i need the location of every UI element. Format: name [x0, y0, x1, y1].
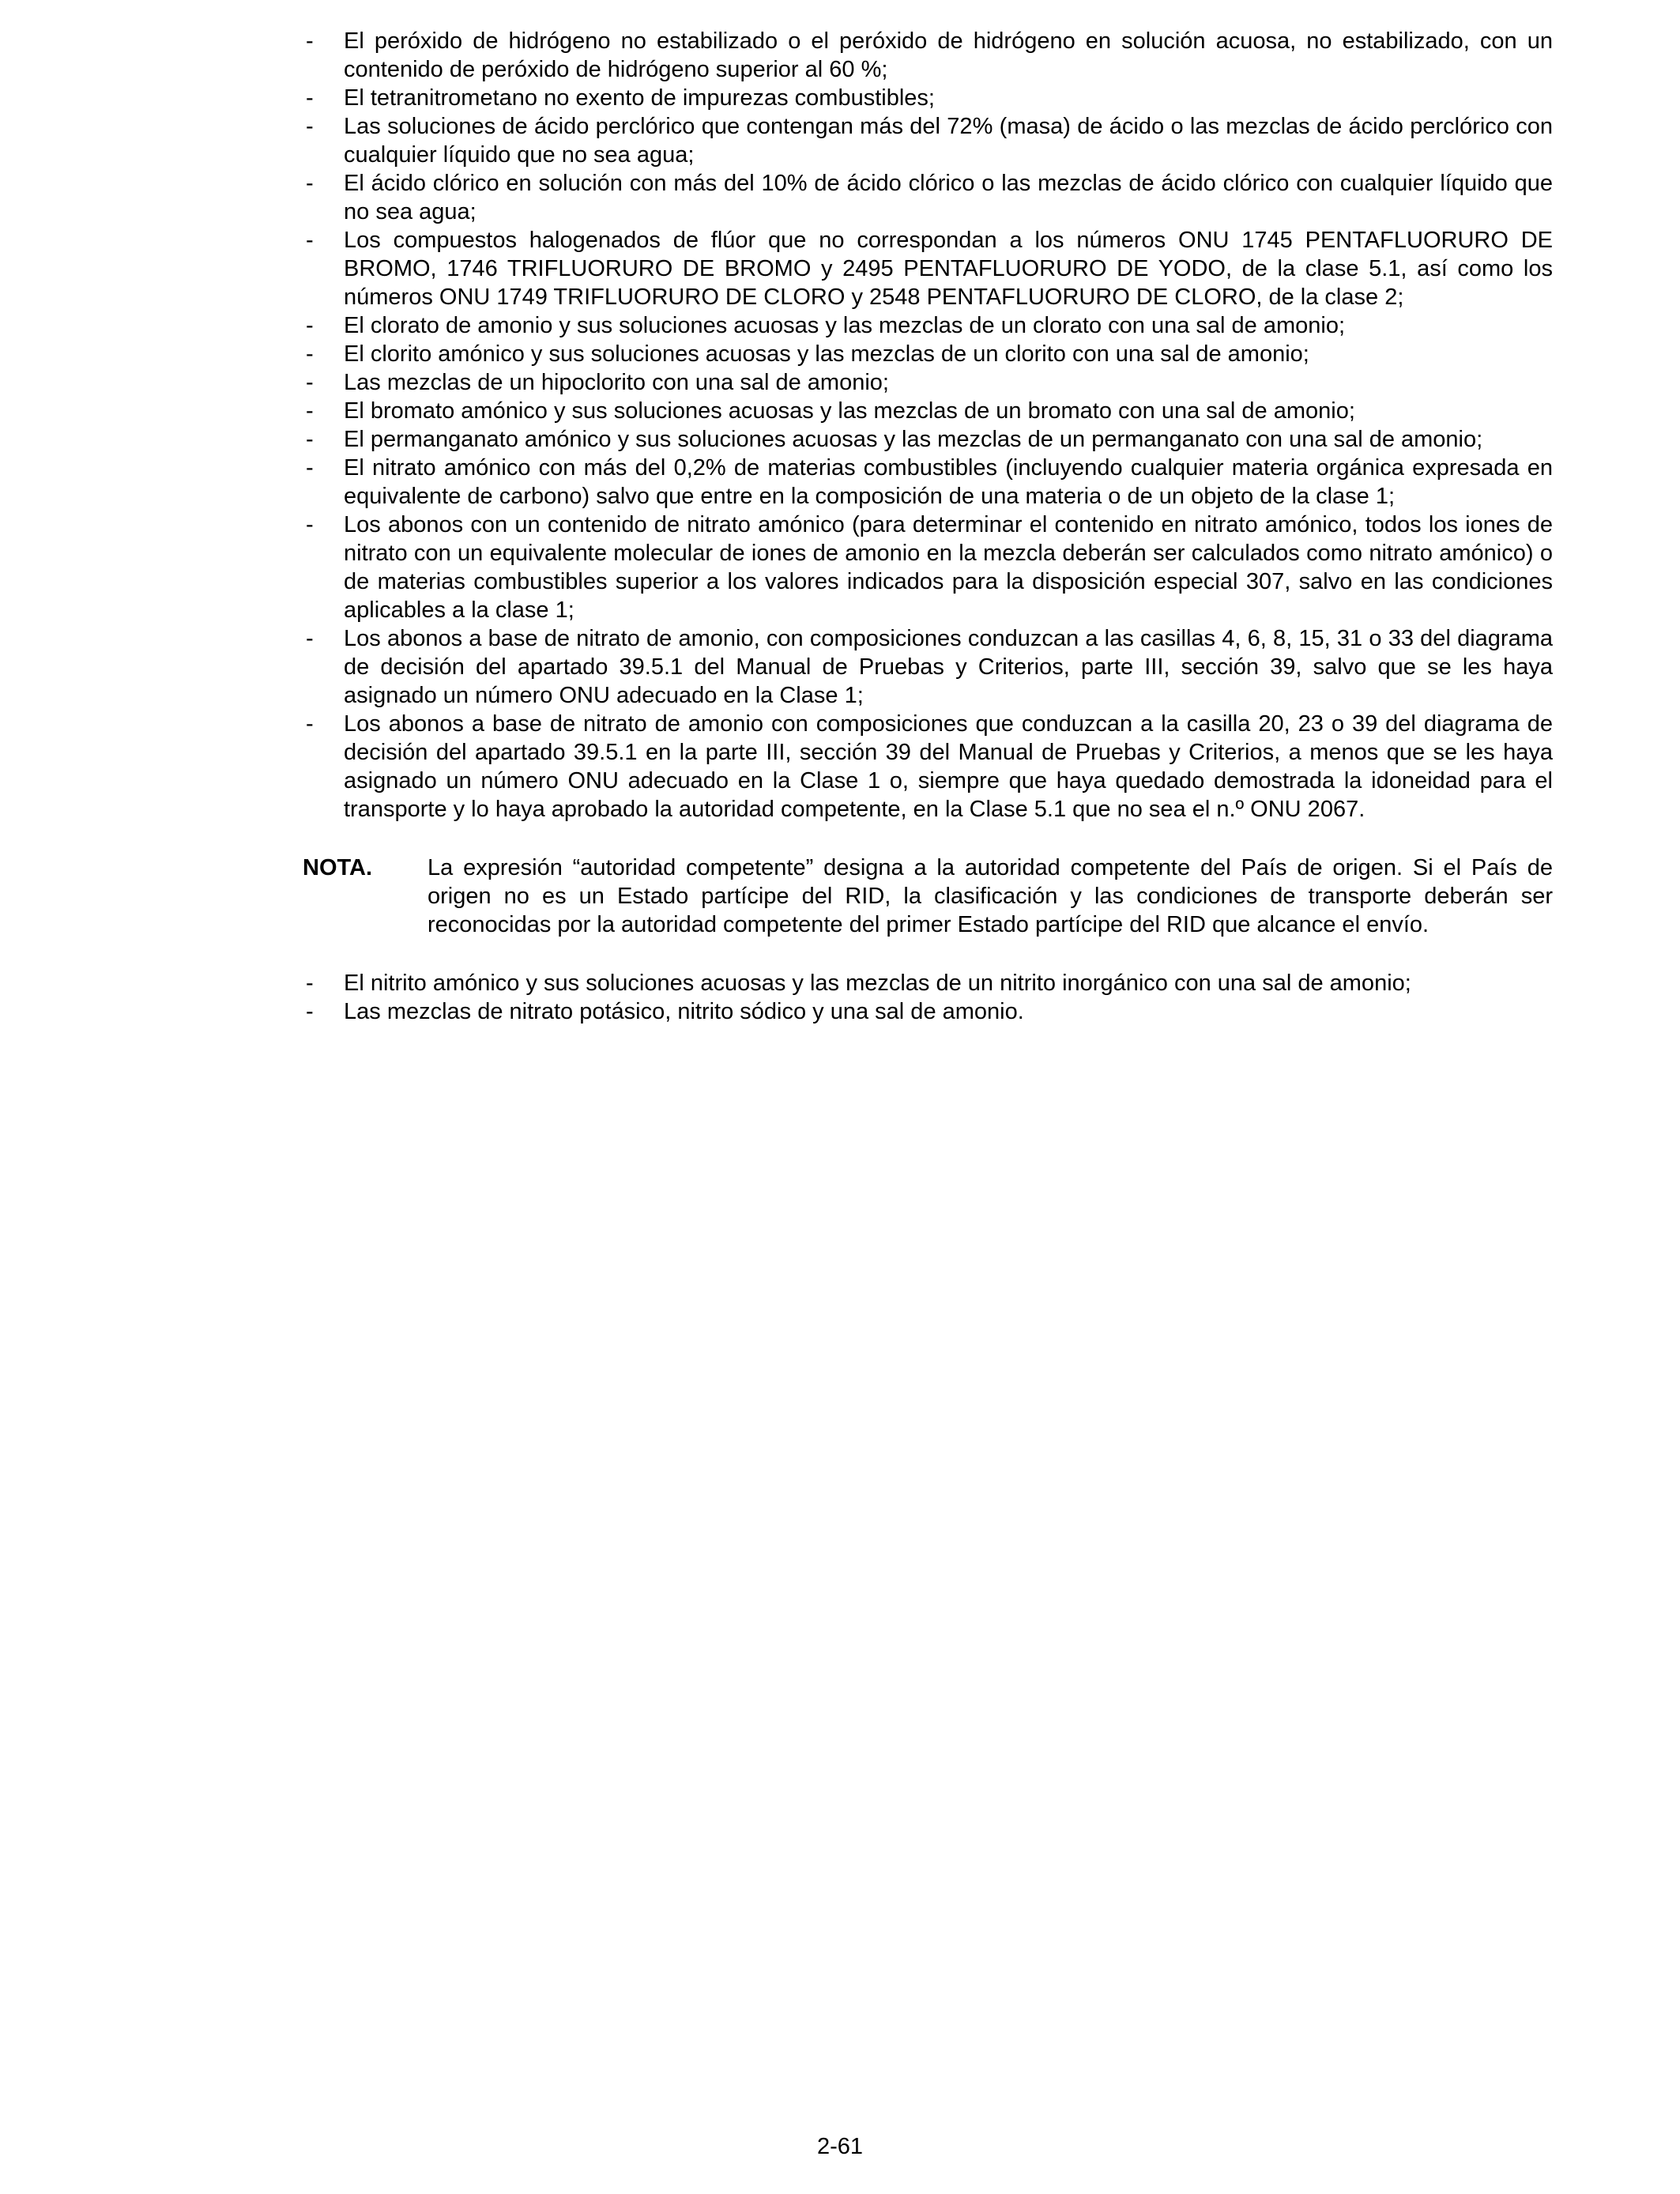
list-item-text: Las mezclas de nitrato potásico, nitrito sódico y una sal de amonio. — [344, 999, 1024, 1024]
list-item — [303, 226, 1553, 311]
list-item — [303, 112, 1553, 169]
list-item-text: El bromato amónico y sus soluciones acuosas y las mezclas de un bromato con una sal de amonio; — [344, 398, 1355, 424]
nota-label: NOTA. — [303, 855, 373, 880]
list-item-text: El permanganato amónico y sus soluciones acuosas y las mezclas de un permanganato con una sal de amonio; — [344, 427, 1483, 452]
bullet-dash: - — [306, 711, 314, 737]
list-item — [303, 169, 1553, 226]
bullet-dash: - — [306, 971, 314, 996]
nota-text: La expresión “autoridad competente” designa a la autoridad competente del País de origen. Si el País de origen no es un Estado partícipe del RID, la clasificación y las condiciones de transporte deberán ser reconocidas por la autoridad competente del primer Estado partícipe del RID que alcance el envío. — [428, 855, 1553, 937]
page-number: 2-61 — [816, 2134, 864, 2159]
list-item-text: Los compuestos halogenados de flúor que no correspondan a los números ONU 1745 PENTAFLUORURO DE BROMO, 1746 TRIFLUORURO DE BROMO y 2495 PENTAFLUORURO DE YODO, de la clase 5.1, así como los números ONU 1749 TRIFLUORURO DE CLORO y 2548 PENTAFLUORURO DE CLORO, de la clase 2; — [344, 228, 1553, 310]
nota-block — [303, 854, 1553, 939]
list-item — [303, 368, 1553, 397]
list-item-text: Las soluciones de ácido perclórico que contengan más del 72% (masa) de ácido o las mezclas de ácido perclórico con cualquier líquido que no sea agua; — [344, 114, 1553, 168]
list-item-text: El clorato de amonio y sus soluciones acuosas y las mezclas de un clorato con una sal de amonio; — [344, 313, 1346, 338]
list-item-text: El tetranitrometano no exento de impurezas combustibles; — [344, 85, 935, 111]
bullet-dash: - — [306, 999, 314, 1024]
list-item — [303, 27, 1553, 84]
list-item — [303, 340, 1553, 368]
list-item-text: El peróxido de hidrógeno no estabilizado o el peróxido de hidrógeno en solución acuosa, no estabilizado, con un contenido de peróxido de hidrógeno superior al 60 %; — [344, 28, 1553, 82]
list-item-text: Los abonos a base de nitrato de amonio, con composiciones conduzcan a las casillas 4, 6, 8, 15, 31 o 33 del diagrama de decisión del apartado 39.5.1 del Manual de Pruebas y Criterios, parte III, sección 39, salvo que se les haya asignado un número ONU adecuado en la Clase 1; — [344, 626, 1553, 708]
bullet-dash: - — [306, 171, 314, 196]
bullet-dash: - — [306, 313, 314, 338]
list-item — [303, 84, 1553, 112]
page-content — [303, 27, 1553, 1026]
list-item — [303, 425, 1553, 454]
list-item — [303, 454, 1553, 511]
bullet-dash: - — [306, 114, 314, 139]
list-item-text: Los abonos a base de nitrato de amonio con composiciones que conduzcan a la casilla 20, 23 o 39 del diagrama de decisión del apartado 39.5.1 en la parte III, sección 39 del Manual de Pruebas y Criterios, a menos que se les haya asignado un número ONU adecuado en la Clase 1 o, siempre que haya quedado demostrada la idoneidad para el transporte y lo haya aprobado la autoridad competente, en la Clase 5.1 que no sea el n.º ONU 2067. — [344, 711, 1553, 822]
bullet-dash: - — [306, 370, 314, 395]
list-item-text: Los abonos con un contenido de nitrato amónico (para determinar el contenido en nitrato amónico, todos los iones de nitrato con un equivalente molecular de iones de amonio en la mezcla deberán ser calculados como nitrato amónico) o de materias combustibles superior a los valores indicados para la disposición especial 307, salvo en las condiciones aplicables a la clase 1; — [344, 512, 1553, 623]
bullet-dash: - — [306, 228, 314, 253]
list-item-text: El clorito amónico y sus soluciones acuosas y las mezclas de un clorito con una sal de amonio; — [344, 341, 1309, 367]
bullet-dash: - — [306, 85, 314, 111]
list-item — [303, 624, 1553, 710]
bullet-dash: - — [306, 455, 314, 481]
list-item — [303, 997, 1553, 1026]
list-item-text: Las mezclas de un hipoclorito con una sal de amonio; — [344, 370, 889, 395]
list-item — [303, 969, 1553, 997]
bullet-dash: - — [306, 28, 314, 54]
list-item — [303, 311, 1553, 340]
list-item-text: El nitrito amónico y sus soluciones acuosas y las mezclas de un nitrito inorgánico con una sal de amonio; — [344, 971, 1411, 996]
bullet-dash: - — [306, 512, 314, 537]
bullet-dash: - — [306, 398, 314, 424]
list-item — [303, 511, 1553, 624]
bullet-dash: - — [306, 626, 314, 651]
bullet-dash: - — [306, 341, 314, 367]
list-item-text: El nitrato amónico con más del 0,2% de materias combustibles (incluyendo cualquier materia orgánica expresada en equivalente de carbono) salvo que entre en la composición de una materia o de un objeto de la clase 1; — [344, 455, 1553, 509]
list-item-text: El ácido clórico en solución con más del 10% de ácido clórico o las mezclas de ácido clórico con cualquier líquido que no sea agua; — [344, 171, 1553, 224]
list-item — [303, 397, 1553, 425]
bullet-dash: - — [306, 427, 314, 452]
list-item — [303, 710, 1553, 824]
